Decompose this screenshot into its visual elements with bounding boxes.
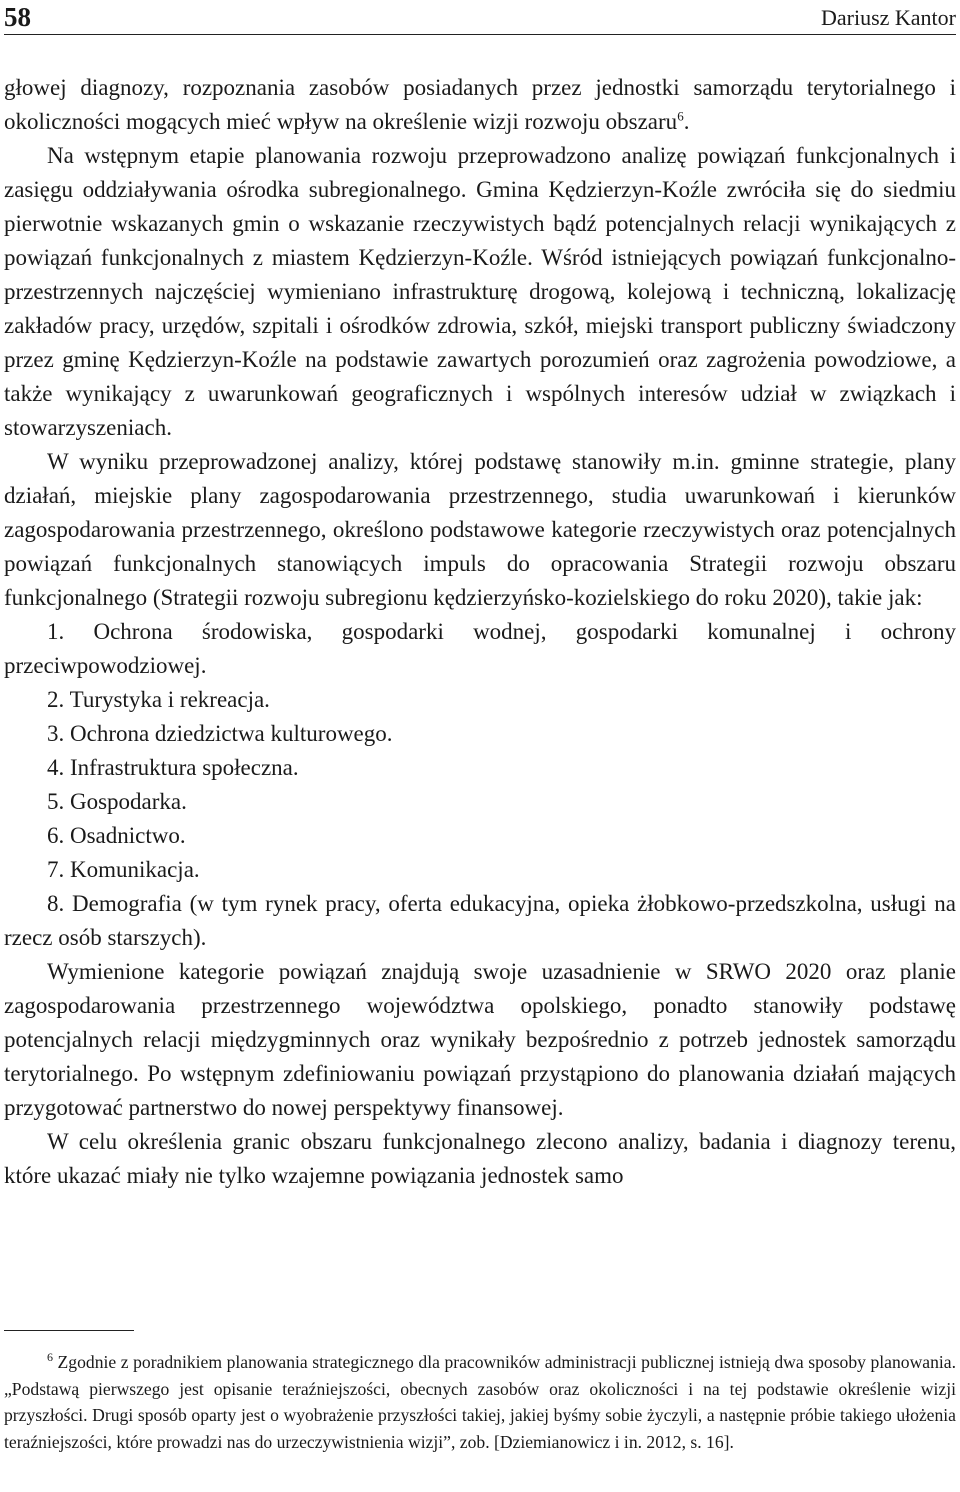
footnote-number: 6 [47, 1350, 53, 1365]
list-item-5: 5. Gospodarka. [47, 789, 187, 814]
running-header [4, 0, 956, 35]
page-number: 58 [4, 2, 31, 32]
paragraph-3: W wyniku przeprowadzonej analizy, której podstawę stanowiły m.in. gminne strategie, plany działań, miejskie plany zagospodarowania przestrzennego, studia uwarunkowań i kierunków zagospodarowania przestrzennego, określono podstawowe kategorie rzeczywistych oraz potencjalnych powiązań funkcjonalnych stanowiących impuls do opracowania Strategii rozwoju obszaru funkcjonalnego (Strategii rozwoju subregionu kędzierzyńsko-kozielskiego do roku 2020), takie jak: [4, 449, 956, 610]
footnote-text: Zgodnie z poradnikiem planowania strategicznego dla pracowników administracji publicznej istnieją dwa sposoby planowania. „Podstawą pierwszego jest opisanie teraźniejszości, obecnych zasobów oraz okoliczności i na tej podstawie określenie wizji przyszłości. Drugi sposób oparty jest o wyobrażenie przyszłości takiej, jakiej byśmy sobie życzyli, a następnie próbie takiego ułożenia teraźniejszości, które prowadzi nas do urzeczywistnienia wizji”, zob. [Dziemianowicz i in. 2012, s. 16]. [4, 1352, 956, 1452]
footnote-divider [4, 1330, 134, 1331]
paragraph-4: Wymienione kategorie powiązań znajdują swoje uzasadnienie w SRWO 2020 oraz planie zagospodarowania przestrzennego województwa opolskiego, ponadto stanowiły podstawę potencjalnych relacji międzygminnych oraz wynikały bezpośrednio z potrzeb jednostek samorządu terytorialnego. Po wstępnym zdefiniowaniu powiązań przystąpiono do planowania działań mających przygotować partnerstwo do nowej perspektywy finansowej. [4, 959, 956, 1120]
footnote-6 [4, 1349, 956, 1455]
footnote-ref[interactable]: 6 [677, 108, 684, 124]
list-item-1: 1. Ochrona środowiska, gospodarki wodnej, gospodarki komunalnej i ochrony przeciwpowodziowej. [4, 619, 956, 678]
paragraph-1-text: głowej diagnozy, rozpoznania zasobów posiadanych przez jednostki samorządu terytorialnego i okoliczności mogących mieć wpływ na określenie wizji rozwoju obszaru [4, 75, 956, 134]
running-header-author: Dariusz Kantor [820, 5, 956, 30]
list-item-8: 8. Demografia (w tym rynek pracy, oferta edukacyjna, opieka żłobkowo-przedszkolna, usługi na rzecz osób starszych). [4, 891, 956, 950]
list-item-7: 7. Komunikacja. [47, 857, 200, 882]
paragraph-1-end: . [683, 109, 690, 134]
main-text [4, 71, 956, 1193]
paragraph-5: W celu określenia granic obszaru funkcjonalnego zlecono analizy, badania i diagnozy terenu, które ukazać miały nie tylko wzajemne powiązania jednostek samo [4, 1129, 956, 1188]
list-item-2: 2. Turystyka i rekreacja. [47, 687, 270, 712]
paragraph-1 [4, 71, 956, 139]
paragraph-2: Na wstępnym etapie planowania rozwoju przeprowadzono analizę powiązań funkcjonalnych i zasięgu oddziaływania ośrodka subregionalnego. Gmina Kędzierzyn-Koźle zwróciła się do siedmiu pierwotnie wskazanych gmin o wskazanie rzeczywistych bądź potencjalnych relacji wynikających z powiązań funkcjonalnych z miastem Kędzierzyn-Koźle. Wśród istniejących powiązań funkcjonalno-przestrzennych najczęściej wymieniano infrastrukturę drogową, kolejową i techniczną, lokalizację zakładów pracy, urzędów, szpitali i ośrodków zdrowia, szkół, miejski transport publiczny świadczony przez gminę Kędzierzyn-Koźle na podstawie zawartych porozumień oraz zagrożenia powodziowe, a także wynikający z uwarunkowań geograficznych i wspólnych interesów udział w związkach i stowarzyszeniach. [4, 143, 956, 440]
footnote [4, 1349, 956, 1455]
list-item-3: 3. Ochrona dziedzictwa kulturowego. [47, 721, 393, 746]
list-item-6: 6. Osadnictwo. [47, 823, 186, 848]
list-item-4: 4. Infrastruktura społeczna. [47, 755, 299, 780]
